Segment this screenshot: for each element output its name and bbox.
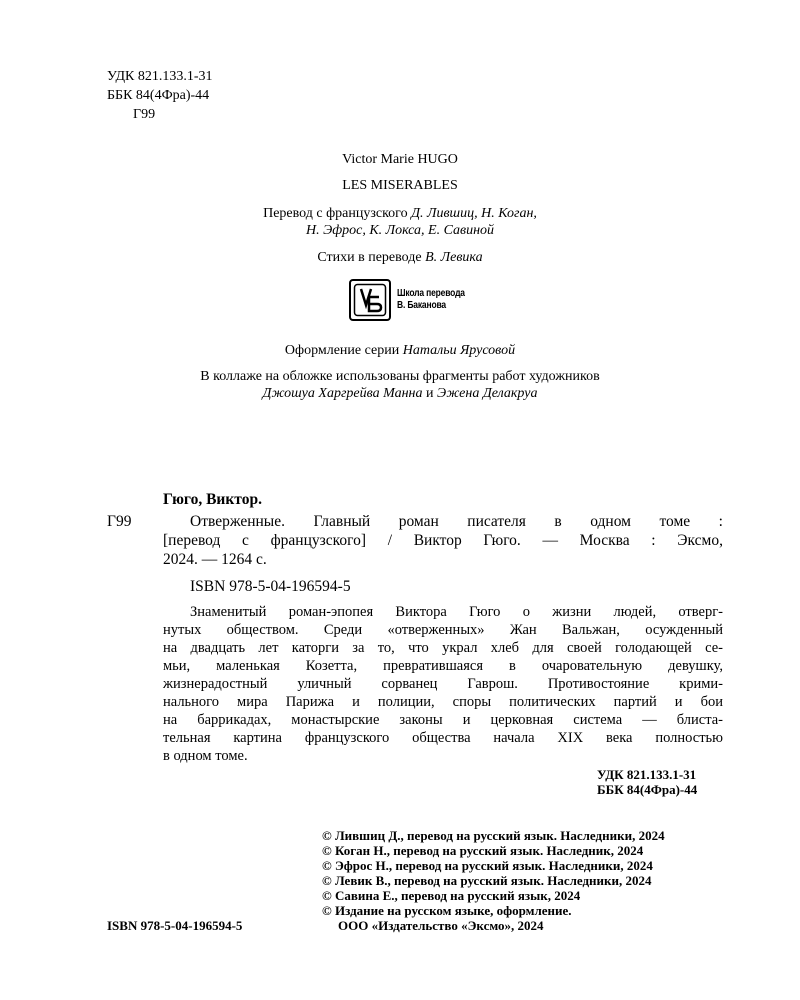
copyright-line: © Левик В., перевод на русский язык. Наследники, 2024 (322, 873, 652, 888)
logo-line2: В. Баканова (397, 300, 446, 311)
logo-caption (397, 288, 465, 312)
catalog-code: Г99 (107, 513, 132, 530)
copyright-line: © Коган Н., перевод на русский язык. Наследник, 2024 (322, 843, 644, 858)
artist-conjunction: и (425, 386, 434, 401)
catalog-description-line: Отверженные. Главный роман писателя в одном томе : (190, 513, 723, 530)
poems-prefix: Стихи в переводе (317, 250, 422, 265)
abstract-line: нутых обществом. Среди «отверженных» Жан Вальжан, осужденный (163, 622, 723, 638)
abstract-line: нального мира Парижа и полиции, споры политических партий и бои (163, 694, 723, 710)
catalog-description-line: 2024. — 1264 с. (163, 551, 267, 568)
footer-isbn: ISBN 978-5-04-196594-5 (107, 918, 243, 933)
poems-translator: В. Левика (425, 250, 483, 265)
abstract-line: Знаменитый роман-эпопея Виктора Гюго о жизни людей, отверг- (190, 604, 723, 620)
bbk-code-bottom: ББК 84(4Фра)-44 (597, 782, 698, 797)
udk-code: УДК 821.133.1-31 (107, 69, 213, 84)
vb-monogram-icon (353, 283, 387, 317)
udk-code-bottom: УДК 821.133.1-31 (597, 767, 697, 782)
collage-credit: В коллаже на обложке использованы фрагменты работ художников (200, 369, 600, 384)
series-prefix: Оформление серии (284, 343, 400, 358)
abstract-line: в одном томе. (163, 748, 248, 764)
abstract-line: на баррикадах, монастырские законы и церковная система — блиста- (163, 712, 723, 728)
vb-logo-icon (349, 279, 391, 321)
abstract-line: тельная картина французского общества начала XIX века полностью (163, 730, 723, 746)
translation-prefix: Перевод с французского (263, 206, 408, 221)
translation-credit-line1 (0, 205, 800, 223)
catalog-isbn: ISBN 978-5-04-196594-5 (190, 578, 351, 595)
translators-line2: Н. Эфрос, К. Локса, Е. Савиной (305, 223, 495, 238)
original-author: Victor Marie HUGO (342, 152, 458, 167)
translation-credit-line2 (0, 222, 800, 240)
copyright-line: © Савина Е., перевод на русский язык, 2024 (322, 888, 581, 903)
translators-line1: Д. Лившиц, Н. Коган, (411, 206, 537, 221)
artist-2: Эжена Делакруа (436, 386, 538, 401)
collage-artists (0, 385, 800, 403)
poems-credit (0, 249, 800, 267)
series-design-credit (0, 342, 800, 360)
copyright-line: © Издание на русском языке, оформление. (322, 903, 572, 918)
logo-line1: Школа перевода (397, 288, 465, 299)
bbk-code: ББК 84(4Фра)-44 (107, 88, 210, 103)
abstract-line: на двадцать лет каторги за то, что украл хлеб для своей голодающей се- (163, 640, 723, 656)
abstract-line: жизнерадостный уличный сорванец Гаврош. Противостояние крими- (163, 676, 723, 692)
catalog-description-line: [перевод с французского] / Виктор Гюго. — Москва : Эксмо, (163, 532, 723, 549)
artist-1: Джошуа Харгрейва Манна (262, 386, 423, 401)
copyright-line: © Лившиц Д., перевод на русский язык. Наследники, 2024 (322, 828, 665, 843)
abstract-line: мьи, маленькая Козетта, превратившаяся в очаровательную девушку, (163, 658, 723, 674)
copyright-line: ООО «Издательство «Эксмо», 2024 (338, 918, 544, 933)
author-sign-code: Г99 (133, 107, 156, 122)
original-title: LES MISERABLES (342, 178, 458, 193)
copyright-line: © Эфрос Н., перевод на русский язык. Наследники, 2024 (322, 858, 653, 873)
series-designer: Натальи Ярусовой (402, 343, 516, 358)
catalog-author-heading: Гюго, Виктор. (163, 491, 262, 508)
translation-school-logo (349, 279, 477, 321)
